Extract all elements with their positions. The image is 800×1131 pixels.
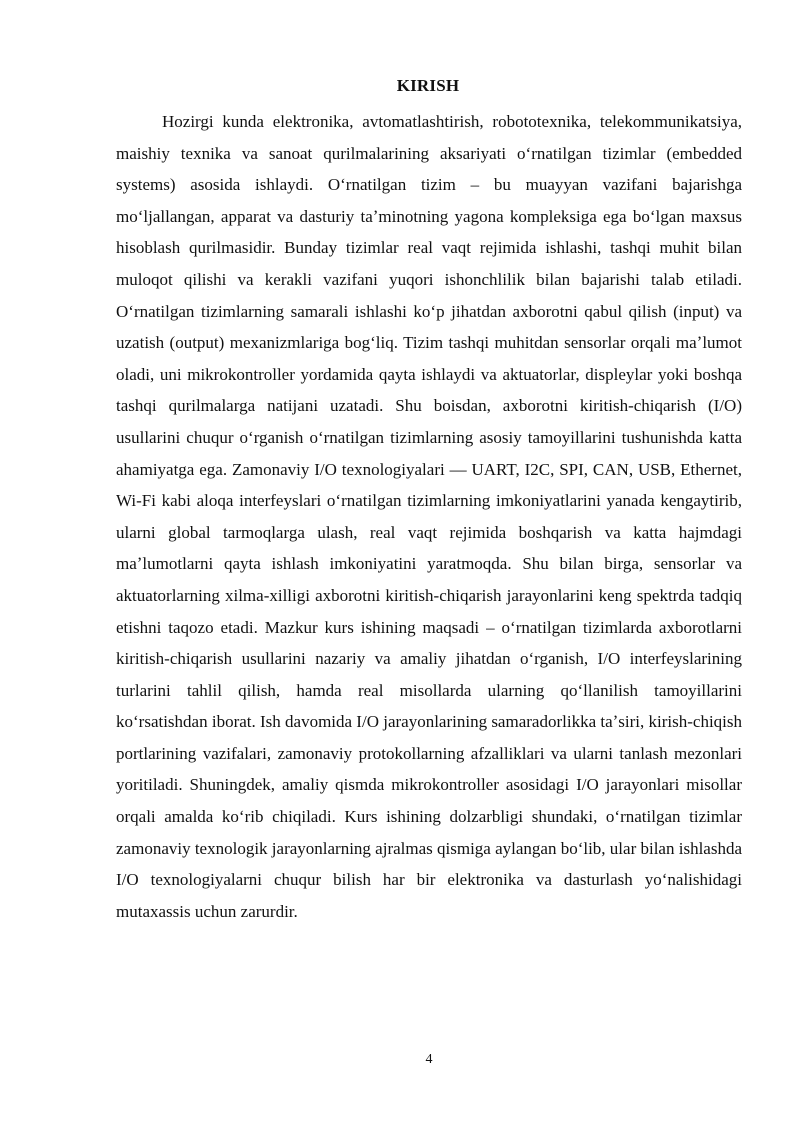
section-heading: KIRISH xyxy=(396,76,460,95)
body-paragraph: Hozirgi kunda elektronika, avtomatlashtirish, robototexnika, telekommunikatsiya, maishiy texnika va sanoat qurilmalarining aksariyati oʻrnatilgan tizimlar (embedded systems) asosida ishlaydi. Oʻrnatilgan tizim – bu muayyan vazifani bajarishga moʻljallangan, apparat va dasturiy taʼminotning yagona kompleksiga ega boʻlgan maxsus hisoblash qurilmasidir. Bunday tizimlar real vaqt rejimida ishlashi, tashqi muhit bilan muloqot qilishi va kerakli vazifani yuqori ishonchlilik bilan bajarishi talab etiladi. Oʻrnatilgan tizimlarning samarali ishlashi koʻp jihatdan axborotni qabul qilish (input) va uzatish (output) mexanizmlariga bogʻliq. Tizim tashqi muhitdan sensorlar orqali maʼlumot oladi, uni mikrokontroller yordamida qayta ishlaydi va aktuatorlar, displeylar yoki boshqa tashqi qurilmalarga natijani uzatadi. Shu boisdan, axborotni kiritish-chiqarish (I/O) usullarini chuqur oʻrganish oʻrnatilgan tizimlarning asosiy tamoyillarini tushunishda katta ahamiyatga ega. Zamonaviy I/O texnologiyalari — UART, I2C, SPI, CAN, USB, Ethernet, Wi-Fi kabi aloqa interfeyslari oʻrnatilgan tizimlarning imkoniyatlarini yanada kengaytirib, ularni global tarmoqlarga ulash, real vaqt rejimida boshqarish va katta hajmdagi maʼlumotlarni qayta ishlash imkoniyatini yaratmoqda. Shu bilan birga, sensorlar va aktuatorlarning xilma-xilligi axborotni kiritish-chiqarish jarayonlarini keng spektrda tadqiq etishni taqozo etadi. Mazkur kurs ishining maqsadi – oʻrnatilgan tizimlarda axborotlarni kiritish-chiqarish usullarini nazariy va amaliy jihatdan oʻrganish, I/O interfeyslarining turlarini tahlil qilish, hamda real misollarda ularning qoʻllanilish tamoyillarini koʻrsatishdan iborat. Ish davomida I/O jarayonlarining samaradorlikka taʼsiri, kirish-chiqish portlarining vazifalari, zamonaviy protokollarning afzalliklari va ularni tanlash mezonlari yoritiladi. Shuningdek, amaliy qismda mikrokontroller asosidagi I/O jarayonlari misollar orqali amalda koʻrib chiqiladi. Kurs ishining dolzarbligi shundaki, oʻrnatilgan tizimlar zamonaviy texnologik jarayonlarning ajralmas qismiga aylangan boʻlib, ular bilan ishlashda I/O texnologiyalarni chuqur bilish har bir elektronika va dasturlash yoʻnalishidagi mutaxassis uchun zarurdir. xyxy=(116,112,743,921)
page-number: 4 xyxy=(425,1052,433,1067)
